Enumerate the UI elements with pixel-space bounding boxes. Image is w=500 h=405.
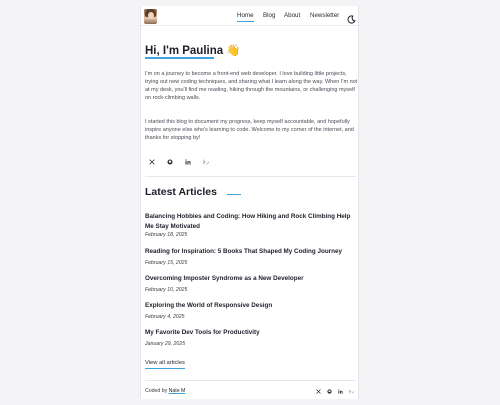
github-icon[interactable]: [163, 156, 176, 168]
linkedin-icon[interactable]: [335, 386, 346, 396]
latest-articles-heading: Latest Articles: [145, 186, 217, 198]
linkedin-icon[interactable]: [181, 156, 194, 168]
nav-blog-link[interactable]: Blog: [263, 12, 276, 19]
article-title[interactable]: Reading for Inspiration: 5 Books That Shaped My Coding Journey: [145, 248, 342, 255]
footer-divider: [145, 380, 356, 381]
x-icon[interactable]: [313, 386, 324, 396]
footer-credit: [145, 388, 185, 394]
intro-paragraph-1: I'm on a journey to become a front-end web developer. I love building little projects, trying out new coding techniques, and sharing what I learn along the way. When I'm not at my desk, you'll find me reading, hiking through the mountains, or challenging myself on rock-climbing walls.: [145, 71, 358, 101]
moon-icon[interactable]: [347, 11, 356, 20]
article-date: January 29, 2025: [145, 341, 186, 347]
footer-credit-prefix: Coded by: [145, 388, 169, 394]
github-icon[interactable]: [324, 386, 335, 396]
page-title: Hi, I'm Paulina 👋: [145, 45, 241, 57]
page-container: [140, 6, 359, 399]
section-divider: [145, 176, 356, 177]
nav-home-link[interactable]: Home: [237, 12, 254, 19]
footer-author-link[interactable]: Nate M: [168, 388, 186, 394]
heading-accent: [227, 194, 241, 195]
article-date: February 18, 2025: [145, 232, 188, 238]
x-icon[interactable]: [145, 156, 158, 168]
top-nav: [141, 6, 360, 26]
article-title[interactable]: Exploring the World of Responsive Design: [145, 302, 273, 309]
article-title[interactable]: Overcoming Imposter Syndrome as a New Developer: [145, 275, 304, 282]
article-date: February 15, 2025: [145, 260, 188, 266]
frontend-mentor-icon[interactable]: [199, 156, 212, 168]
view-all-articles-link[interactable]: View all articles: [145, 360, 185, 366]
nav-about-link[interactable]: About: [284, 12, 301, 19]
article-date: February 10, 2025: [145, 287, 188, 293]
article-title[interactable]: Balancing Hobbies and Coding: How Hiking and Rock Climbing Help Me Stay Motivated: [145, 213, 351, 230]
nav-newsletter-link[interactable]: Newsletter: [310, 12, 340, 19]
article-date: February 4, 2025: [145, 314, 185, 320]
avatar[interactable]: [144, 9, 157, 24]
frontend-mentor-icon[interactable]: [346, 386, 357, 396]
article-title[interactable]: My Favorite Dev Tools for Productivity: [145, 329, 260, 336]
intro-paragraph-2: I started this blog to document my progress, keep myself accountable, and hopefully inspire anyone else who's learning to code. Welcome to my corner of the internet, and thanks for stopping by!: [145, 119, 354, 141]
